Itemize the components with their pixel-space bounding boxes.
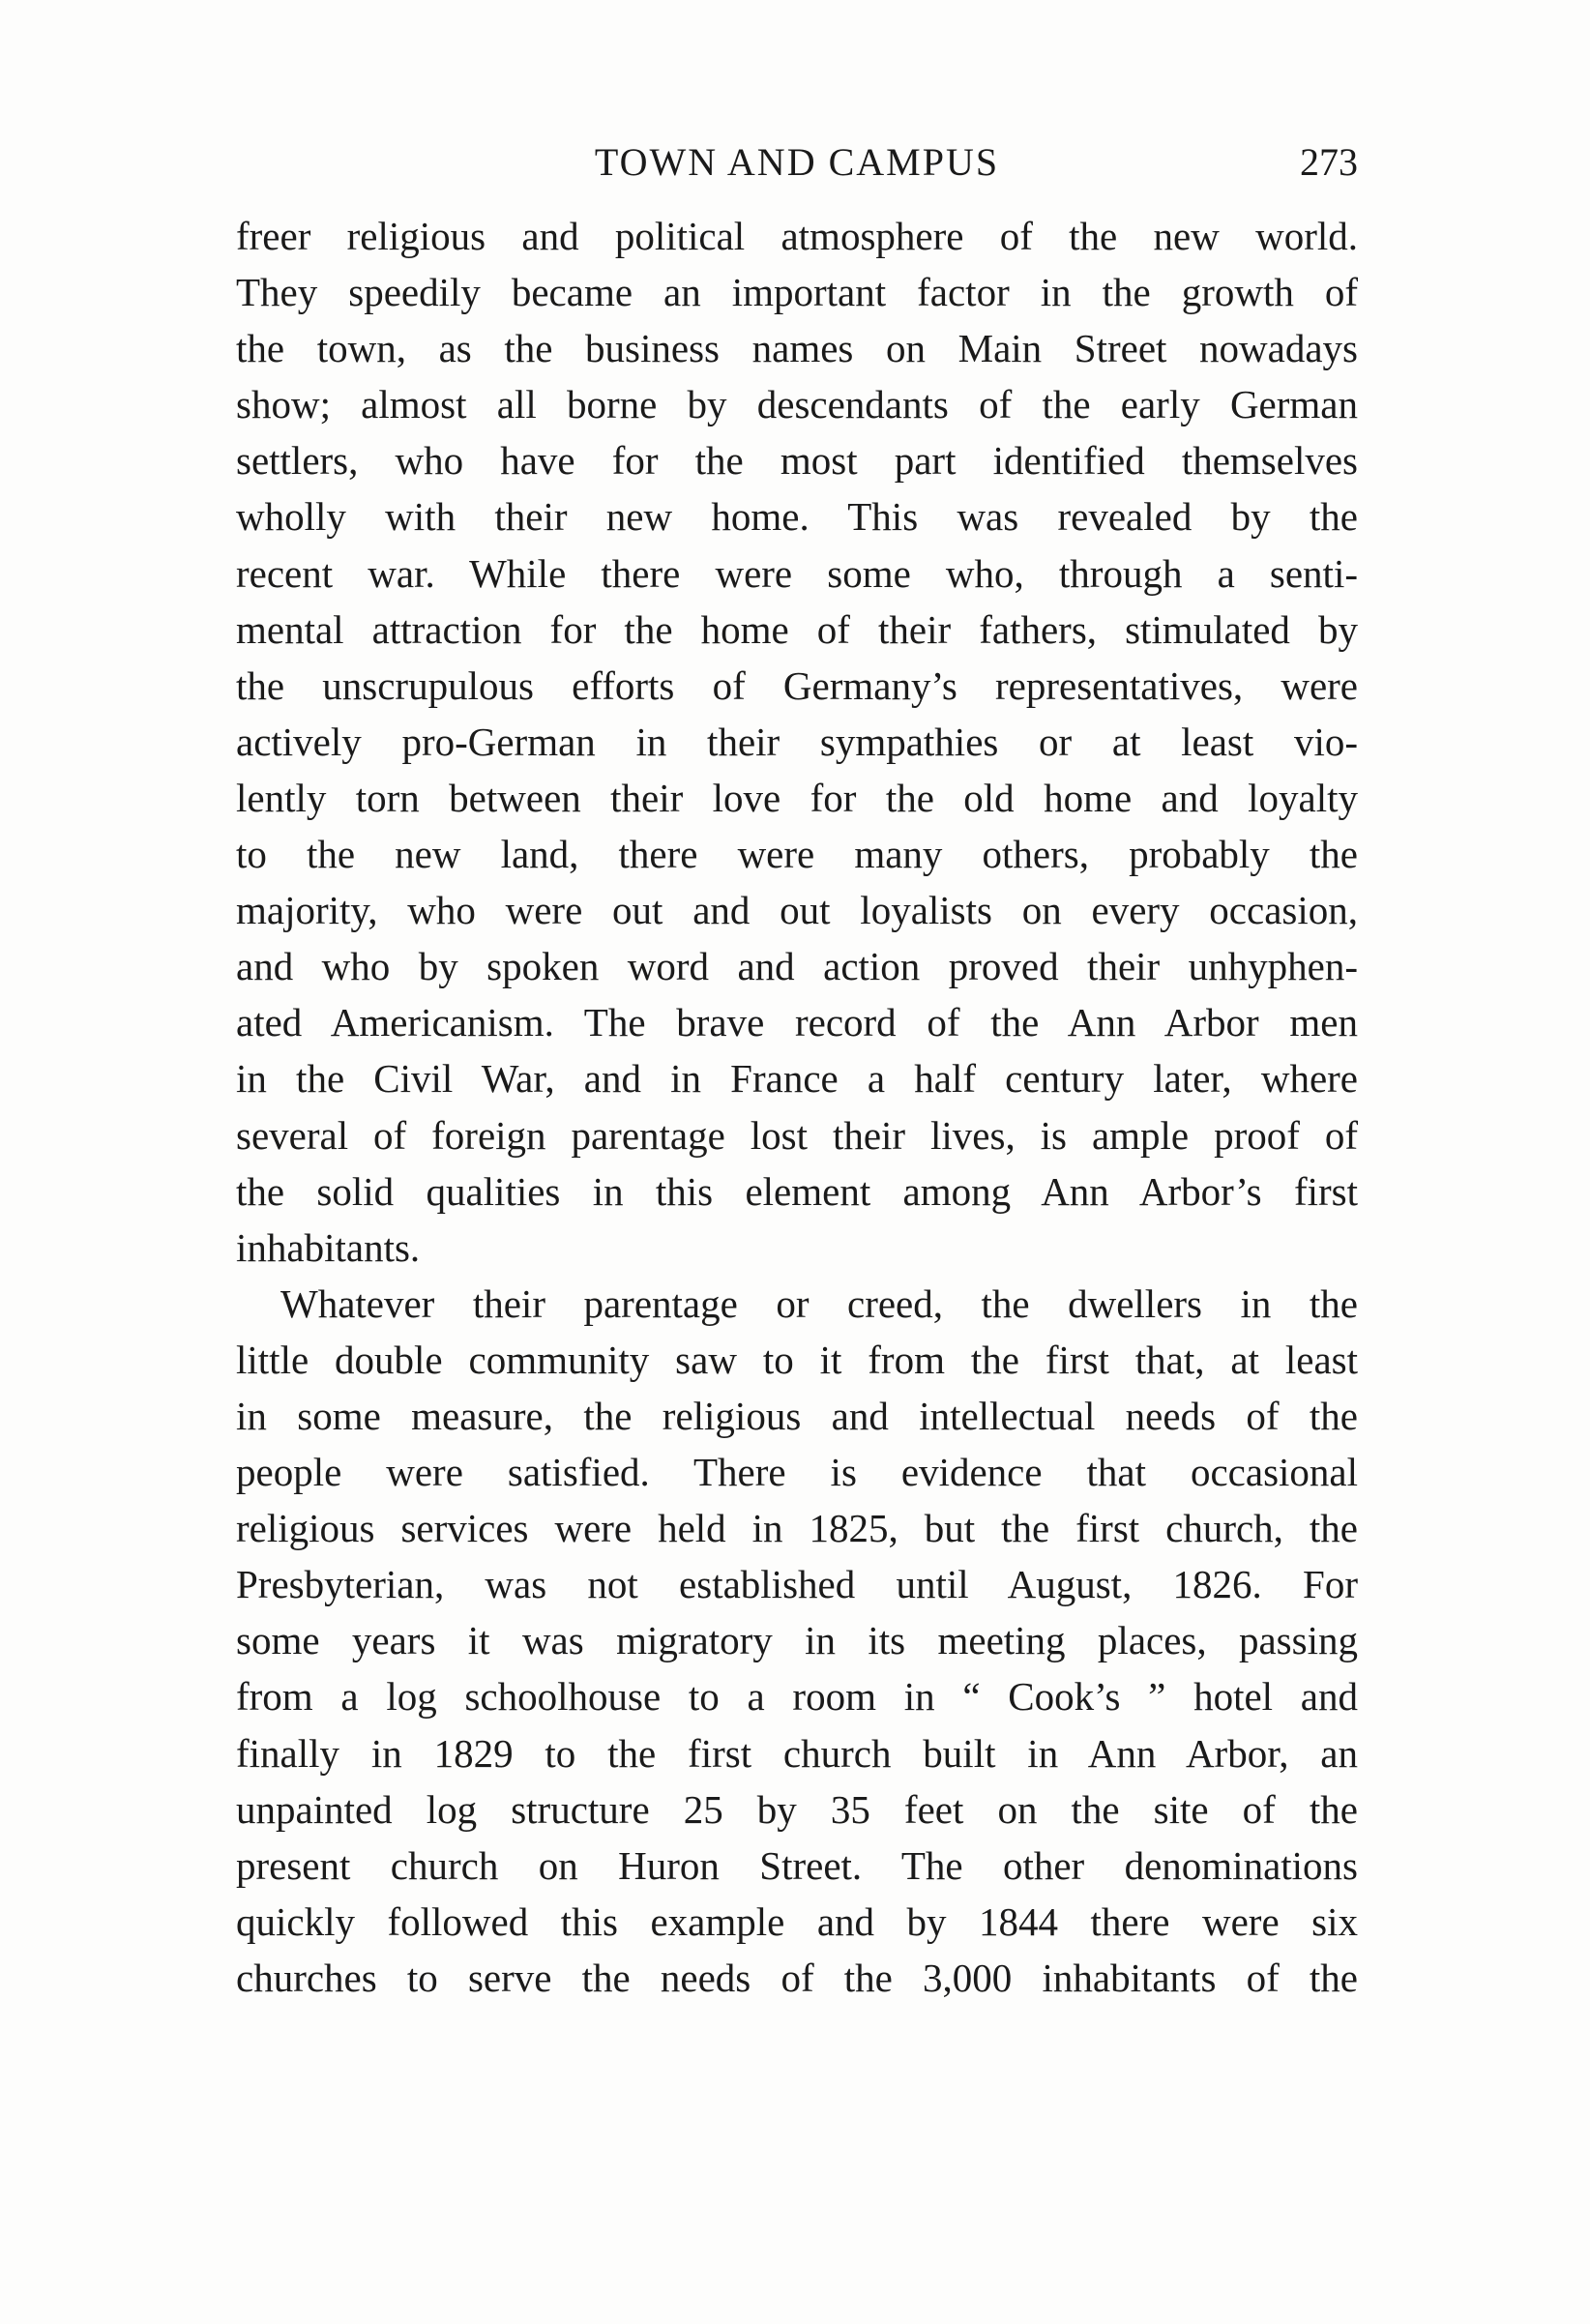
text-line: in some measure, the religious and intellectual needs of the xyxy=(236,1393,1358,1438)
text-line: little double community saw to it from the first that, at least xyxy=(236,1337,1358,1382)
text-line: They speedily became an important factor in the growth of xyxy=(236,270,1358,315)
text-line: and who by spoken word and action proved their unhyphen- xyxy=(236,944,1358,989)
text-line: the town, as the business names on Main Street nowadays xyxy=(236,326,1358,371)
text-line: inhabitants. xyxy=(236,1224,421,1270)
text-line: in the Civil War, and in France a half century later, where xyxy=(236,1056,1358,1102)
text-line: freer religious and political atmosphere of the new world. xyxy=(236,214,1358,258)
text-line: some years it was migratory in its meeting places, passing xyxy=(236,1618,1358,1663)
text-line: majority, who were out and out loyalists on every occasion, xyxy=(236,888,1358,933)
text-line: ated Americanism. The brave record of the Ann Arbor men xyxy=(236,1000,1358,1045)
text-line: religious services were held in 1825, but the first church, the xyxy=(236,1506,1358,1551)
text-line: show; almost all borne by descendants of the early German xyxy=(236,382,1358,427)
text-line: Presbyterian, was not established until August, 1826. For xyxy=(236,1562,1358,1607)
text-line: the unscrupulous efforts of Germany’s representatives, were xyxy=(236,662,1358,708)
text-line: finally in 1829 to the first church built in Ann Arbor, an xyxy=(236,1730,1358,1776)
text-line: actively pro-German in their sympathies or at least vio- xyxy=(236,719,1358,764)
text-line: Whatever their parentage or creed, the dwellers in the xyxy=(280,1280,1358,1326)
text-line: the solid qualities in this element among Ann Arbor’s first xyxy=(236,1168,1358,1214)
text-line: mental attraction for the home of their fathers, stimulated by xyxy=(236,606,1358,652)
text-line: people were satisfied. There is evidence that occasional xyxy=(236,1450,1358,1495)
text-line: to the new land, there were many others, probably the xyxy=(236,832,1358,877)
text-line: wholly with their new home. This was revealed by the xyxy=(236,494,1358,540)
text-line: lently torn between their love for the old home and loyalty xyxy=(236,775,1358,820)
text-line: from a log schoolhouse to a room in “ Cook’s ” hotel and xyxy=(236,1674,1358,1720)
text-line: quickly followed this example and by 1844 there were six xyxy=(236,1898,1358,1944)
text-line: recent war. While there were some who, through a senti- xyxy=(236,550,1358,596)
text-line: several of foreign parentage lost their lives, is ample proof of xyxy=(236,1112,1358,1158)
text-line: unpainted log structure 25 by 35 feet on the site of the xyxy=(236,1786,1358,1832)
text-line: present church on Huron Street. The other denominations xyxy=(236,1842,1358,1888)
text-line: churches to serve the needs of the 3,000 inhabitants of the xyxy=(236,1955,1358,2000)
text-line: settlers, who have for the most part identified themselves xyxy=(236,438,1358,484)
page-number: 273 xyxy=(1300,140,1358,184)
running-title: TOWN AND CAMPUS xyxy=(594,140,1000,184)
body-text xyxy=(236,208,1358,2006)
page-header xyxy=(236,133,1358,191)
